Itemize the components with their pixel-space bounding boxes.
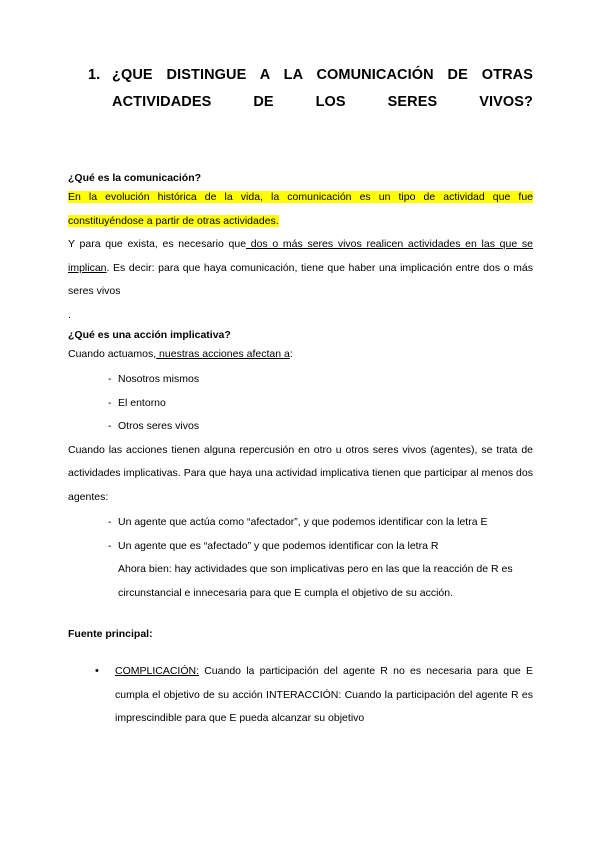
dash-marker: -: [108, 396, 112, 409]
list-fuente-principal: [68, 660, 533, 731]
list-item: [68, 511, 533, 535]
paragraph-actividades-implicativas: Cuando las acciones tienen alguna repercusión en otro u otros seres vivos (agentes), se trata de actividades implicativas. Para que haya una actividad implicativa tienen que participar al menos dos agentes:: [68, 443, 533, 503]
list-item-label: Un agente que es “afectado” y que podemos identificar con la letra R: [118, 539, 439, 552]
dash-marker: -: [108, 373, 112, 385]
list-item-label: Nosotros mismos: [118, 373, 200, 385]
intro-tail: :: [289, 347, 293, 360]
stray-period: .: [68, 308, 71, 321]
paragraph-implicacion: [68, 233, 533, 304]
bullet-marker: •: [95, 664, 99, 677]
intro-underlined: nuestras acciones afectan a: [156, 347, 290, 360]
title-text: ¿QUE DISTINGUE A LA COMUNICACIÓN DE OTRAS ACTIVIDADES DE LOS SERES VIVOS?: [112, 67, 533, 110]
paragraph-ahora-bien: Ahora bien: hay actividades que son implicativas pero en las que la reacción de R es circunstancial e innecesaria para que E cumpla el objetivo de su acción.: [118, 563, 513, 599]
list-item: [68, 660, 533, 731]
list-item: [68, 535, 533, 559]
highlight-span: En la evolución histórica de la vida, la comunicación es un tipo de actividad que fue constituyéndose a partir de otras actividades.: [68, 191, 533, 227]
list-item: [68, 415, 533, 439]
page-title: [88, 62, 533, 143]
document-content: [68, 62, 533, 731]
dash-marker: -: [108, 420, 112, 432]
heading-que-es-la-comunicacion: ¿Qué es la comunicación?: [68, 172, 202, 184]
heading-accion-implicativa: ¿Qué es una acción implicativa?: [68, 328, 231, 341]
highlighted-paragraph: [68, 186, 533, 233]
bullet-term: COMPLICACIÓN:: [115, 665, 200, 677]
title-number: 1.: [88, 67, 101, 83]
paragraph-tail: . Es decir: para que haya comunicación, tiene que haber una implicación entre dos o más seres vivos: [68, 261, 533, 297]
dash-marker: -: [108, 516, 112, 528]
list-item-label: El entorno: [118, 396, 166, 409]
paragraph-cuando-actuamos: [68, 343, 533, 367]
intro-lead: Cuando actuamos,: [68, 347, 157, 360]
list-item-label: Un agente que actúa como “afectador”, y que podemos identificar con la letra E: [118, 516, 488, 528]
list-item: [68, 368, 533, 392]
bullet-text: Cuando la participación del agente R no es necesaria para que E cumpla el objetivo de su acción INTERACCIÓN: Cuando la participación del agente R es imprescindible para que E pueda alcanzar su objetivo: [115, 665, 533, 724]
list-acciones-afectan: [68, 368, 533, 439]
list-item: [68, 392, 533, 416]
list-agentes: [68, 511, 533, 558]
paragraph-lead: Y para que exista, es necesario que: [68, 238, 247, 250]
dash-marker: -: [108, 539, 112, 552]
paragraph-underlined: dos o más seres vivos realicen actividades en las que se implican: [68, 238, 533, 274]
list-item-label: Otros seres vivos: [118, 420, 200, 432]
heading-fuente-principal: Fuente principal:: [68, 628, 153, 640]
